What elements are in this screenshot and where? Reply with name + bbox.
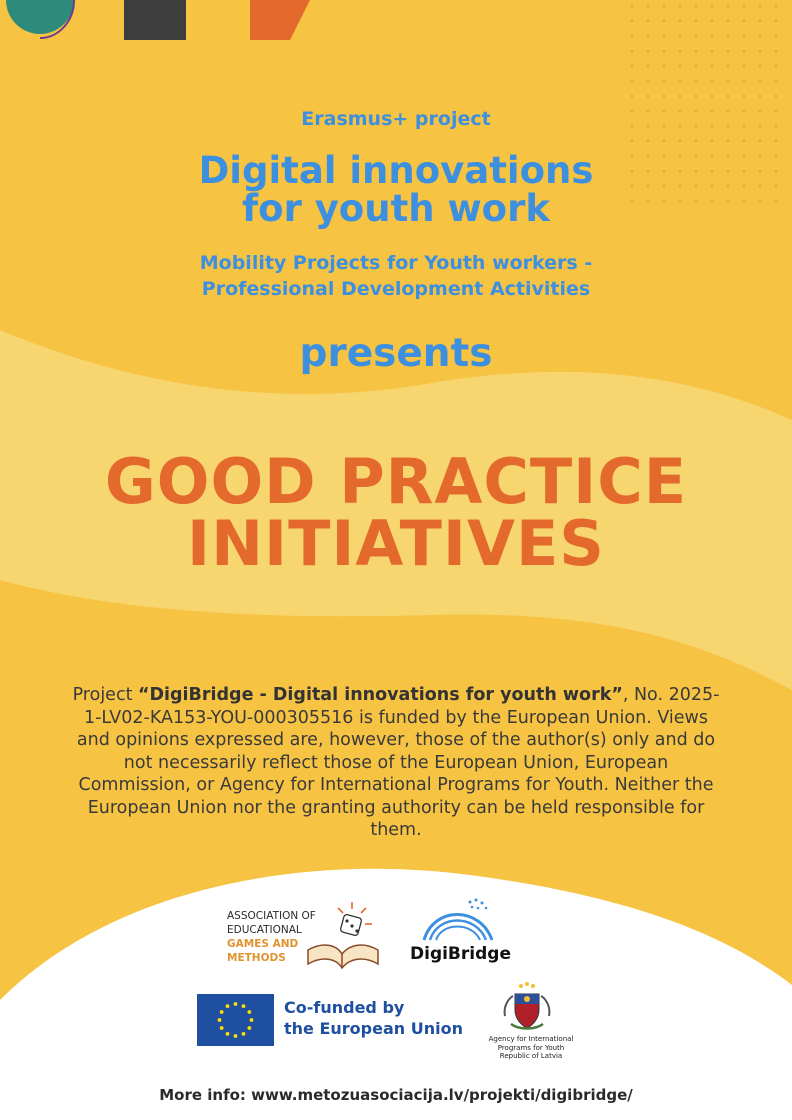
grid-dot bbox=[711, 20, 714, 23]
presents-label: presents bbox=[299, 331, 493, 376]
grid-dot bbox=[727, 95, 730, 98]
eu-star bbox=[234, 1002, 238, 1006]
grid-dot bbox=[663, 35, 666, 38]
eu-star bbox=[220, 1026, 224, 1030]
eu-star bbox=[220, 1010, 224, 1014]
grid-dot bbox=[663, 50, 666, 53]
grid-dot bbox=[663, 5, 666, 8]
grid-dot bbox=[679, 65, 682, 68]
grid-dot bbox=[743, 20, 746, 23]
eu-star bbox=[226, 1032, 230, 1036]
grid-dot bbox=[695, 20, 698, 23]
grid-dot bbox=[727, 65, 730, 68]
grid-dot bbox=[743, 140, 746, 143]
grid-dot bbox=[727, 35, 730, 38]
main-heading-line-1: GOOD PRACTICE bbox=[104, 445, 688, 518]
eu-star bbox=[226, 1004, 230, 1008]
grid-dot bbox=[631, 140, 634, 143]
grid-dot bbox=[759, 80, 762, 83]
agency-line-3: Republic of Latvia bbox=[499, 1052, 563, 1060]
grid-dot bbox=[711, 35, 714, 38]
grid-dot bbox=[727, 80, 730, 83]
grid-dot bbox=[695, 50, 698, 53]
grid-dot bbox=[695, 5, 698, 8]
grid-dot bbox=[711, 80, 714, 83]
grid-dot bbox=[711, 140, 714, 143]
grid-dot bbox=[631, 50, 634, 53]
eu-star bbox=[234, 1034, 238, 1038]
grid-dot bbox=[727, 50, 730, 53]
grid-dot bbox=[743, 65, 746, 68]
main-heading bbox=[0, 445, 792, 580]
grid-dot bbox=[695, 80, 698, 83]
main-heading-line-2: INITIATIVES bbox=[187, 507, 605, 580]
grid-dot bbox=[775, 35, 778, 38]
grid-dot bbox=[647, 80, 650, 83]
orange-triangle-shape bbox=[250, 0, 310, 40]
erasmus-label: Erasmus+ project bbox=[301, 108, 491, 130]
grid-dot bbox=[759, 35, 762, 38]
eu-flag-icon bbox=[197, 994, 274, 1046]
grid-dot bbox=[759, 65, 762, 68]
grid-dot bbox=[711, 65, 714, 68]
grid-dot bbox=[743, 95, 746, 98]
grid-dot bbox=[631, 35, 634, 38]
eu-cofunded-text bbox=[284, 997, 463, 1039]
eu-star bbox=[247, 1026, 251, 1030]
grid-dot bbox=[695, 95, 698, 98]
disclaimer-prefix: Project bbox=[72, 685, 138, 705]
association-line-4: METHODS bbox=[227, 952, 286, 964]
grid-dot bbox=[631, 65, 634, 68]
more-info-link[interactable]: More info: www.metozuasociacija.lv/projekti/digibridge/ bbox=[159, 1086, 633, 1104]
grid-dot bbox=[695, 140, 698, 143]
agency-text bbox=[476, 1035, 586, 1061]
grid-dot bbox=[679, 5, 682, 8]
eu-star bbox=[242, 1032, 246, 1036]
grid-dot bbox=[727, 5, 730, 8]
mobility-line-1: Mobility Projects for Youth workers - bbox=[199, 252, 593, 274]
teal-semicircle-shape bbox=[6, 0, 74, 34]
grid-dot bbox=[759, 20, 762, 23]
grid-dot bbox=[679, 20, 682, 23]
grid-dot bbox=[743, 35, 746, 38]
eu-star bbox=[242, 1004, 246, 1008]
grid-dot bbox=[647, 35, 650, 38]
grid-dot bbox=[775, 80, 778, 83]
grid-dot bbox=[775, 20, 778, 23]
white-bottom-area bbox=[0, 869, 792, 1120]
eu-star bbox=[247, 1010, 251, 1014]
grid-dot bbox=[711, 5, 714, 8]
grid-dot bbox=[775, 140, 778, 143]
eu-star bbox=[250, 1018, 254, 1022]
agency-line-2: Programs for Youth bbox=[497, 1043, 565, 1052]
grid-dot bbox=[727, 140, 730, 143]
grid-dot bbox=[631, 5, 634, 8]
grid-dot bbox=[631, 95, 634, 98]
grid-dot bbox=[679, 35, 682, 38]
digibridge-label: DigiBridge bbox=[410, 944, 511, 964]
grid-dot bbox=[775, 95, 778, 98]
grid-dot bbox=[647, 20, 650, 23]
project-title bbox=[0, 149, 792, 230]
association-line-2: EDUCATIONAL bbox=[227, 924, 302, 936]
grid-dot bbox=[759, 50, 762, 53]
grid-dot bbox=[647, 95, 650, 98]
grid-dot bbox=[695, 65, 698, 68]
grid-dot bbox=[679, 50, 682, 53]
grid-dot bbox=[631, 80, 634, 83]
grid-dot bbox=[679, 95, 682, 98]
grid-dot bbox=[743, 5, 746, 8]
grid-dot bbox=[759, 95, 762, 98]
eu-line-1: Co-funded by bbox=[284, 998, 405, 1017]
digibridge-bridge-icon bbox=[420, 896, 498, 942]
mobility-line-2: Professional Development Activities bbox=[201, 278, 591, 300]
eu-star bbox=[218, 1018, 222, 1022]
grid-dot bbox=[759, 140, 762, 143]
grid-dot bbox=[711, 50, 714, 53]
grid-dot bbox=[663, 20, 666, 23]
agency-line-1: Agency for International bbox=[488, 1035, 574, 1043]
grid-dot bbox=[647, 5, 650, 8]
latvia-coat-of-arms-icon bbox=[501, 980, 553, 1032]
grid-dot bbox=[711, 95, 714, 98]
grid-dot bbox=[663, 80, 666, 83]
project-title-line-1: Digital innovations bbox=[198, 149, 594, 192]
grid-dot bbox=[679, 140, 682, 143]
grid-dot bbox=[647, 65, 650, 68]
disclaimer-body: , No. 2025-1-LV02-KA153-YOU-000305516 is funded by the European Union. Views and opinions expressed are, however, those of the author(s) only and do not necessarily reflect those of the European Union, European Commission, or Agency for International Programs for Youth. Neither the European Union nor the granting authority can be held responsible for them. bbox=[76, 685, 720, 840]
grid-dot bbox=[663, 95, 666, 98]
grid-dot bbox=[727, 20, 730, 23]
grid-dot bbox=[695, 35, 698, 38]
grid-dot bbox=[663, 65, 666, 68]
grid-dot bbox=[647, 140, 650, 143]
eu-line-2: the European Union bbox=[284, 1019, 463, 1038]
project-title-line-2: for youth work bbox=[242, 187, 550, 230]
grid-dot bbox=[743, 50, 746, 53]
mobility-subtitle bbox=[0, 250, 792, 302]
grid-dot bbox=[759, 5, 762, 8]
grid-dot bbox=[775, 65, 778, 68]
disclaimer-project-name: “DigiBridge - Digital innovations for youth work” bbox=[138, 685, 623, 705]
book-dice-icon bbox=[300, 898, 385, 972]
grid-dot bbox=[631, 20, 634, 23]
association-line-1: ASSOCIATION OF bbox=[227, 910, 316, 922]
grid-dot bbox=[775, 50, 778, 53]
association-line-3: GAMES AND bbox=[227, 938, 299, 950]
funding-disclaimer bbox=[70, 684, 722, 842]
dark-square-shape bbox=[124, 0, 186, 40]
grid-dot bbox=[663, 140, 666, 143]
grid-dot bbox=[775, 5, 778, 8]
grid-dot bbox=[647, 50, 650, 53]
grid-dot bbox=[743, 80, 746, 83]
grid-dot bbox=[679, 80, 682, 83]
